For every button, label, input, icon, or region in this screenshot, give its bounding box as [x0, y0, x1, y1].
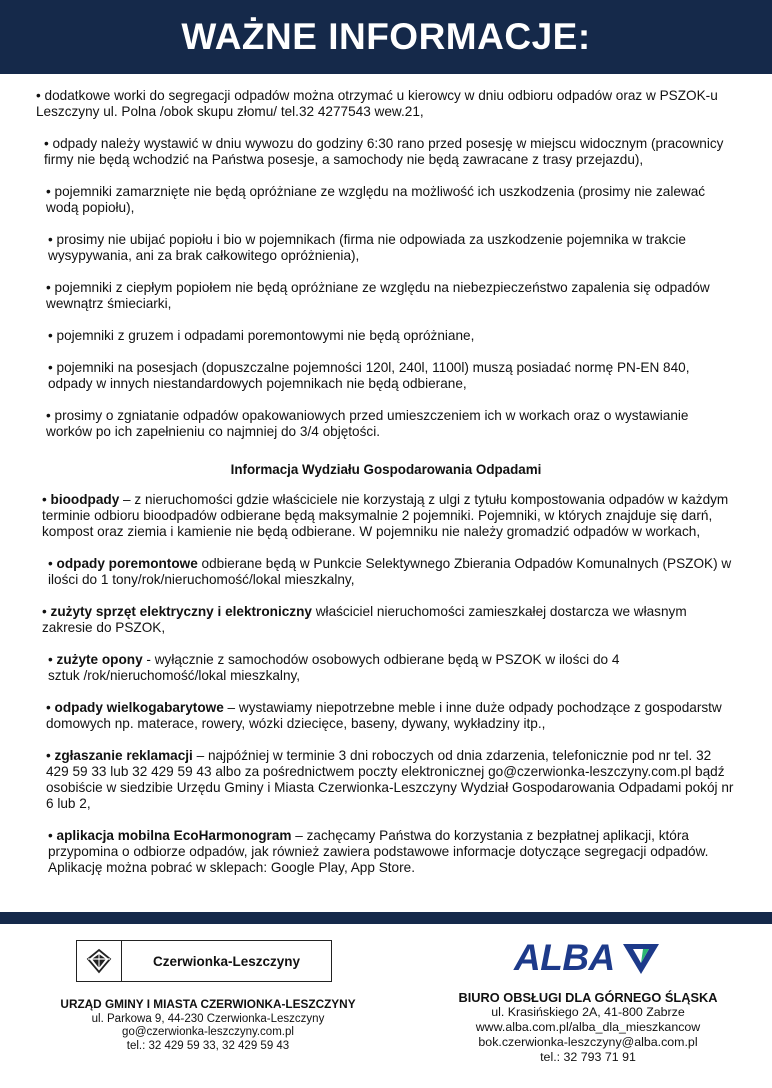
- municipal-office-address: ul. Parkowa 9, 44-230 Czerwionka-Leszczyny: [91, 1012, 325, 1025]
- main-content: [36, 88, 736, 892]
- header-banner: [0, 0, 772, 74]
- municipal-office-contact: [40, 998, 376, 1053]
- alba-office-address: ul. Krasińskiego 2A, 41-800 Zabrze: [491, 1005, 685, 1019]
- info-item: • prosimy nie ubijać popiołu i bio w pojemnikach (firma nie odpowiada za uszkodzenie pojemnika w trakcie wysypywania, ani za brak całkowitego opróżnienia),: [48, 232, 686, 263]
- rule-keyword: zużyty sprzęt elektryczny i elektroniczny: [50, 604, 312, 619]
- municipal-office-email: go@czerwionka-leszczyny.com.pl: [122, 1026, 294, 1038]
- alba-office-title: BIURO OBSŁUGI DLA GÓRNEGO ŚLĄSKA: [458, 990, 718, 1005]
- info-item: • pojemniki z ciepłym popiołem nie będą opróżniane ze względu na niebezpieczeństwo zapalenia się odpadów wewnątrz śmieciarki,: [46, 280, 710, 311]
- info-item: • pojemniki z gruzem i odpadami poremontowymi nie będą opróżniane,: [48, 328, 475, 343]
- info-item: • dodatkowe worki do segregacji odpadów można otrzymać u kierowcy w dniu odbioru odpadów oraz w PSZOK-u Leszczyny ul. Polna /obok skupu złomu/ tel.32 4277543 wew.21,: [36, 88, 718, 119]
- rule-item: • odpady poremontowe odbierane będą w Punkcie Selektywnego Zbierania Odpadów Komunalnych (PSZOK) w ilości do 1 tony/rok/nieruchomość/lokal mieszkalny,: [48, 556, 732, 587]
- info-item: • prosimy o zgniatanie odpadów opakowaniowych przed umieszczeniem ich w workach oraz o wystawianie worków po ich zapełnieniu co najmniej do 3/4 objętości.: [46, 408, 689, 439]
- rule-item: • zużyty sprzęt elektryczny i elektroniczny właściciel nieruchomości zamieszkałej dostarcza we własnym zakresie do PSZOK,: [42, 604, 687, 635]
- footer-divider-bar: [0, 912, 772, 924]
- rule-keyword: odpady wielkogabarytowe: [54, 700, 224, 715]
- municipal-office-phone: tel.: 32 429 59 33, 32 429 59 43: [126, 1039, 290, 1052]
- alba-office-website: www.alba.com.pl/alba_dla_mieszkancow: [475, 1020, 701, 1034]
- czerwionka-crest-icon: [77, 941, 122, 981]
- info-item: • odpady należy wystawić w dniu wywozu do godziny 6:30 rano przed posesję w miejscu widocznym (pracownicy firmy nie będą wchodzić na Państwa posesje, a samochody nie będą zawracane z trasy przejazdu),: [44, 136, 724, 167]
- alba-v-logo-icon: [621, 940, 661, 976]
- rule-item: • aplikacja mobilna EcoHarmonogram – zachęcamy Państwa do korzystania z bezpłatnej aplikacji, która przypomina o odbiorze odpadów, jak również zawiera podstawowe informacje dotyczące segregacji odpadów. Aplikację można pobrać w sklepach: Google Play, App Store.: [48, 828, 709, 875]
- alba-office-contact: [430, 990, 746, 1065]
- czerwionka-logo-text: Czerwionka-Leszczyny: [152, 953, 301, 969]
- rule-item: • odpady wielkogabarytowe – wystawiamy niepotrzebne meble i inne duże odpady pochodzące z gospodarstw domowych np. materace, rowery, wózki dziecięce, baseny, dywany, wykładziny itp.,: [46, 700, 722, 731]
- page-title: WAŻNE INFORMACJE:: [181, 16, 591, 57]
- czerwionka-logo: [76, 940, 332, 982]
- info-item: • pojemniki na posesjach (dopuszczalne pojemności 120l, 240l, 1100l) muszą posiadać normę PN-EN 840, odpady w innych niestandardowych pojemnikach nie będą odbierane,: [48, 360, 690, 391]
- municipal-office-title: URZĄD GMINY I MIASTA CZERWIONKA-LESZCZYNY: [60, 997, 356, 1011]
- rule-keyword: zgłaszanie reklamacji: [54, 748, 193, 763]
- rule-keyword: odpady poremontowe: [56, 556, 198, 571]
- rule-item: • bioodpady – z nieruchomości gdzie właściciele nie korzystają z ulgi z tytułu kompostowania odpadów w każdym terminie odbioru bioodpadów odbierane będą maksymalnie 2 pojemniki. Pojemniki, w których znajduje się darń, kompost oraz ziemia i kamienie nie będą odbierane. W pojemniku nie należy gromadzić odpadów w workach,: [42, 492, 729, 539]
- rule-keyword: zużyte opony: [56, 652, 143, 667]
- rule-keyword: aplikacja mobilna EcoHarmonogram: [56, 828, 292, 843]
- alba-office-phone: tel.: 32 793 71 91: [540, 1050, 636, 1064]
- section-title: Informacja Wydziału Gospodarowania Odpadami: [230, 462, 542, 477]
- alba-logo: [514, 936, 670, 980]
- rule-keyword: bioodpady: [50, 492, 120, 507]
- rule-item: • zużyte opony - wyłącznie z samochodów osobowych odbierane będą w PSZOK w ilości do 4 sztuk /rok/nieruchomość/lokal mieszkalny,: [48, 652, 620, 683]
- alba-office-email: bok.czerwionka-leszczyny@alba.com.pl: [478, 1035, 698, 1049]
- rule-item: • zgłaszanie reklamacji – najpóźniej w terminie 3 dni roboczych od dnia zdarzenia, telefonicznie pod nr tel. 32 429 59 33 lub 32 429 59 43 albo za pośrednictwem poczty elektronicznej go@czerwionka-leszczyny.com.pl bądź osobiście w siedzibie Urzędu Gminy i Miasta Czerwionka-Leszczyny Wydział Gospodarowania Odpadami pokój nr 6 lub 2,: [46, 748, 734, 811]
- alba-logo-text: ALBA: [514, 937, 615, 978]
- info-item: • pojemniki zamarznięte nie będą opróżniane ze względu na możliwość ich uszkodzenia (prosimy nie zalewać wodą popiołu),: [46, 184, 706, 215]
